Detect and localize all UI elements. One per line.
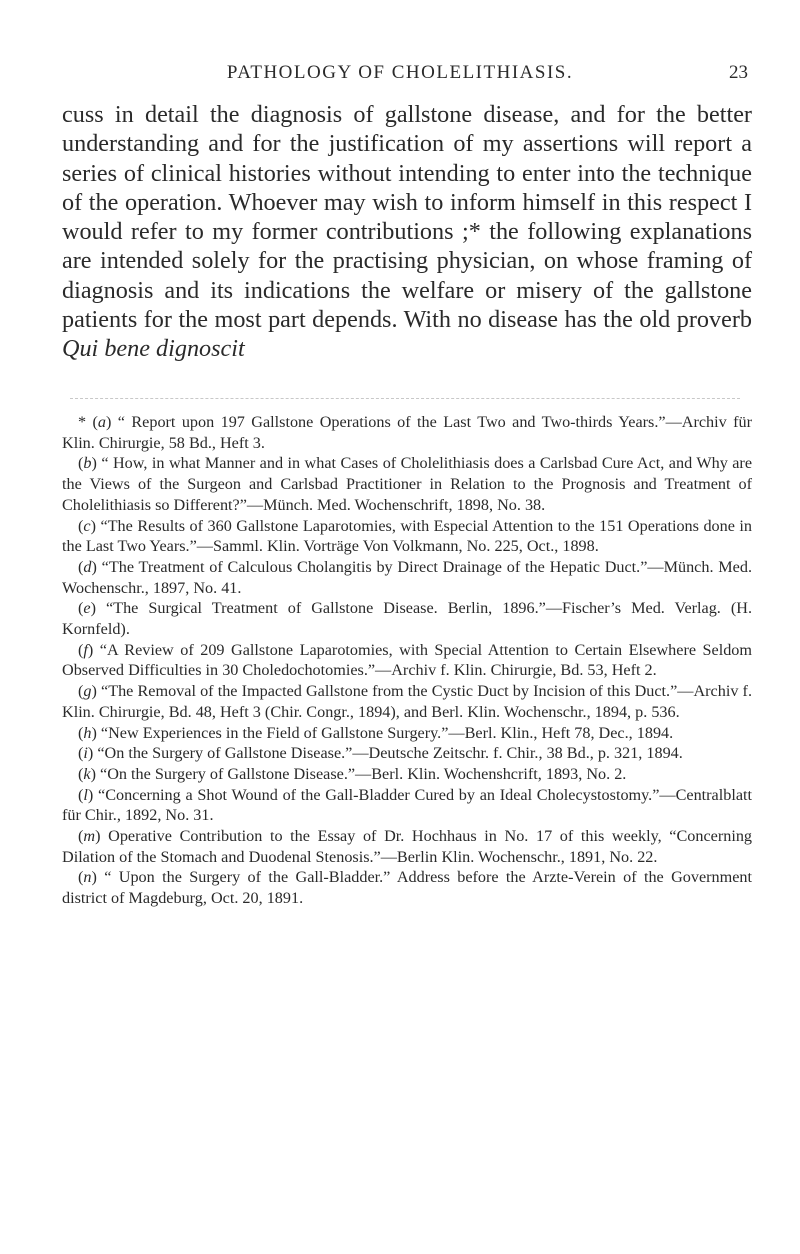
footnote-text: Operative Contribution to the Essay of Dr. Hochhaus in No. 17 of this weekly, “Concerning Dilation of the Stomach and Duodenal Stenosis.”—Berlin Klin. Wochenschr., 1891, No. 22. bbox=[62, 827, 753, 866]
footnote-item: (f) “A Review of 209 Gallstone Laparotomies, with Special Attention to Certain Elsewhere Seldom Observed Difficulties in 30 Choledochotomies.”—Archiv f. Klin. Chirurgie, Bd. 53, Heft 2. bbox=[62, 640, 752, 680]
footnote-letter: f bbox=[83, 640, 88, 659]
footnote-text: “On the Surgery of Gallstone Disease.”—Deutsche Zeitschr. f. Chir., 38 Bd., p. 321, 1894. bbox=[97, 744, 683, 763]
footnote-item: (b) “ How, in what Manner and in what Cases of Cholelithiasis does a Carlsbad Cure Act, and Why are the Views of the Surgeon and Carlsbad Practitioner in Relation to the Prognosis and Treatment of Cholelithiasis so Different?”—Münch. Med. Wochenschrift, 1898, No. 38. bbox=[62, 454, 753, 514]
footnote-letter: l bbox=[83, 785, 88, 804]
main-paragraph-text: cuss in detail the diagnosis of gallstone disease, and for the better understanding and for the justification of my assertions will report a series of clinical histories without intending to enter into the technique of the operation. Whoever may wish to inform himself in this respect I would refer to my former contributions ;* the following explanations are intended solely for the practising physician, on whose framing of diagnosis and its indications the welfare or misery of the gallstone patients for the most part depends. With no disease has the old proverb bbox=[62, 101, 752, 334]
footnote-letter: c bbox=[83, 516, 91, 535]
footnotes-block bbox=[62, 412, 752, 909]
footnote-letter: h bbox=[83, 723, 92, 742]
footnote-text: “On the Surgery of Gallstone Disease.”—Berl. Klin. Wochenshcrift, 1893, No. 2. bbox=[100, 764, 627, 783]
footnote-letter: d bbox=[83, 557, 92, 576]
footnote-letter: e bbox=[83, 599, 91, 618]
footnote-marker: * bbox=[78, 413, 87, 431]
footnote-letter: n bbox=[83, 868, 92, 887]
footnote-item: * (a) “ Report upon 197 Gallstone Operations of the Last Two and Two-thirds Years.”—Archiv für Klin. Chirurgie, 58 Bd., Heft 3. bbox=[62, 413, 753, 452]
footnote-text: “Concerning a Shot Wound of the Gall-Bladder Cured by an Ideal Cholecystostomy.”—Centralblatt für Chir., 1892, No. 31. bbox=[62, 785, 753, 825]
footnote-item: (c) “The Results of 360 Gallstone Laparotomies, with Especial Attention to the 151 Operations done in the Last Two Years.”—Samml. Klin. Vorträge Von Volkmann, No. 225, Oct., 1898. bbox=[62, 516, 753, 556]
footnote-item: (k) “On the Surgery of Gallstone Disease.”—Berl. Klin. Wochenshcrift, 1893, No. 2. bbox=[78, 764, 627, 783]
footnote-text: “ Upon the Surgery of the Gall-Bladder.” Address before the Arzte-Verein of the Government district of Magdeburg, Oct. 20, 1891. bbox=[62, 868, 752, 908]
footnote-text: “ How, in what Manner and in what Cases of Cholelithiasis does a Carlsbad Cure Act, and Why are the Views of the Surgeon and Carlsbad Practitioner in Relation to the Prognosis and Treatment of Cholelithiasis so Different?”—Münch. Med. Wochenschrift, 1898, No. 38. bbox=[62, 454, 753, 514]
footnote-text: “New Experiences in the Field of Gallstone Surgery.”—Berl. Klin., Heft 78, Dec., 1894. bbox=[100, 723, 674, 742]
footnote-text: “A Review of 209 Gallstone Laparotomies, with Special Attention to Certain Elsewhere Seldom Observed Difficulties in 30 Choledochotomies.”—Archiv f. Klin. Chirurgie, Bd. 53, Heft 2. bbox=[62, 640, 752, 680]
footnote-item: (h) “New Experiences in the Field of Gallstone Surgery.”—Berl. Klin., Heft 78, Dec., 1894. bbox=[78, 723, 674, 742]
footnote-text: “The Results of 360 Gallstone Laparotomies, with Especial Attention to the 151 Operations done in the Last Two Years.”—Samml. Klin. Vorträge Von Volkmann, No. 225, Oct., 1898. bbox=[62, 516, 753, 556]
footnote-letter: i bbox=[83, 744, 88, 763]
footnote-item: (d) “The Treatment of Calculous Cholangitis by Direct Drainage of the Hepatic Duct.”—Münch. Med. Wochenschr., 1897, No. 41. bbox=[62, 557, 753, 597]
footnote-text: “ Report upon 197 Gallstone Operations of the Last Two and Two-thirds Years.”—Archiv für Klin. Chirurgie, 58 Bd., Heft 3. bbox=[62, 413, 753, 452]
footnote-letter: a bbox=[97, 413, 106, 431]
footnote-text: “The Surgical Treatment of Gallstone Disease. Berlin, 1896.”—Fischer’s Med. Verlag. (H. Kornfeld). bbox=[62, 599, 753, 639]
main-paragraph bbox=[62, 100, 752, 364]
running-title: PATHOLOGY OF CHOLELITHIASIS. bbox=[226, 62, 574, 83]
footnote-divider bbox=[70, 398, 740, 399]
footnote-text: “The Removal of the Impacted Gallstone from the Cystic Duct by Incision of this Duct.”—Archiv f. Klin. Chirurgie, Bd. 48, Heft 3 (Chir. Congr., 1894), and Berl. Klin. Wochenschr., 1894, p. 536. bbox=[62, 682, 752, 721]
proverb-italic: Qui bene dignoscit bbox=[62, 335, 245, 363]
footnote-letter: m bbox=[83, 827, 96, 846]
footnote-item: (l) “Concerning a Shot Wound of the Gall-Bladder Cured by an Ideal Cholecystostomy.”—Centralblatt für Chir., 1892, No. 31. bbox=[62, 785, 753, 825]
footnote-item: (m) Operative Contribution to the Essay of Dr. Hochhaus in No. 17 of this weekly, “Concerning Dilation of the Stomach and Duodenal Stenosis.”—Berlin Klin. Wochenschr., 1891, No. 22. bbox=[62, 827, 753, 866]
footnote-item: (e) “The Surgical Treatment of Gallstone Disease. Berlin, 1896.”—Fischer’s Med. Verlag. (H. Kornfeld). bbox=[62, 599, 753, 639]
footnote-text: “The Treatment of Calculous Cholangitis by Direct Drainage of the Hepatic Duct.”—Münch. Med. Wochenschr., 1897, No. 41. bbox=[62, 557, 753, 597]
footnote-letter: b bbox=[83, 454, 92, 473]
running-header bbox=[120, 62, 748, 84]
footnote-letter: g bbox=[83, 682, 92, 701]
footnote-item: (n) “ Upon the Surgery of the Gall-Bladder.” Address before the Arzte-Verein of the Government district of Magdeburg, Oct. 20, 1891. bbox=[62, 868, 752, 908]
footnote-letter: k bbox=[83, 764, 91, 783]
page-number: 23 bbox=[729, 62, 748, 83]
footnote-item: (i) “On the Surgery of Gallstone Disease.”—Deutsche Zeitschr. f. Chir., 38 Bd., p. 321, 1894. bbox=[78, 744, 683, 763]
footnote-item: (g) “The Removal of the Impacted Gallstone from the Cystic Duct by Incision of this Duct.”—Archiv f. Klin. Chirurgie, Bd. 48, Heft 3 (Chir. Congr., 1894), and Berl. Klin. Wochenschr., 1894, p. 536. bbox=[62, 682, 752, 721]
